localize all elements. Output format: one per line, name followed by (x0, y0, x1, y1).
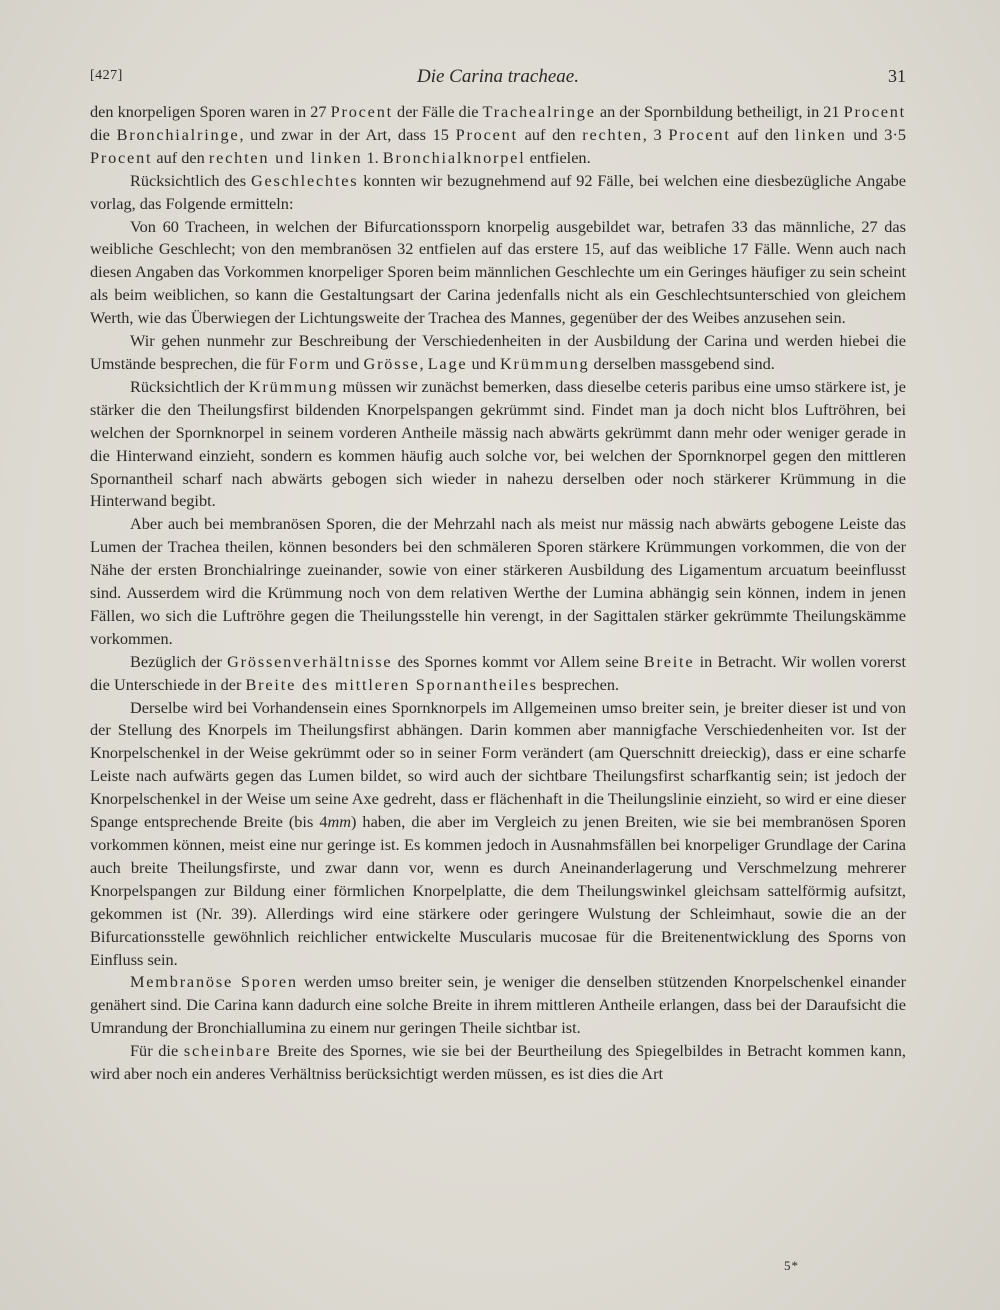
spaced-term: Krümmung (500, 353, 590, 373)
spaced-term: Geschlechtes (250, 170, 359, 190)
spaced-term: Lage (427, 353, 468, 373)
text-run: auf den (730, 124, 796, 144)
spaced-term: Procent (455, 124, 518, 144)
text-run: die (90, 124, 117, 144)
paragraph-8 (90, 697, 906, 972)
text-run: den knorpeligen Sporen waren in 27 (90, 102, 331, 121)
spaced-term: rechten und linken (208, 147, 363, 167)
spaced-term: Membranöse Sporen (130, 972, 298, 992)
paragraph-2 (90, 170, 906, 216)
paragraph-3: Von 60 Tracheen, in welchen der Bifurcationssporn knorpelig ausgebildet war, betrafen 33 das männliche, 27 das weibliche Geschlecht; von den membranösen 32 entfielen auf das erstere 15, auf das weibliche 17 Fälle. Wenn auch nach diesen Angaben das Vorkommen knorpeliger Sporen beim männlichen Geschlechte um ein Geringes häufiger zu sein scheint als beim weiblichen, so kann die Gestaltungsart der Carina jedenfalls nicht als ein Geschlechtsunterschied von gleichem Werth, wie das Überwiegen der Lichtungsweite der Trachea des Mannes, gegenüber der des Weibes anzusehen sein. (90, 216, 906, 328)
text-run: Für die (130, 1041, 184, 1061)
text-run: müssen wir zunächst bemerken, dass dieselbe ceteris paribus eine umso stärkere ist, je stärker die den Theilungsfirst bildenden Knorpelspangen gekrümmt sind. Findet man ja doch nicht blos Luftröhren, bei welchen der Spornknorpel in seinem vorderen Antheile mässig nach abwärts gekrümmt dann mehr oder weniger gerade in die Hinterwand einzieht, sondern es kommen häufig auch solche vor, bei welchen der Spornknorpel gegen den mittleren Spornantheil scharf nach abwärts gebogen sich wieder in nahezu derselben oder noch stärkerer Krümmung in die Hinterwand begibt. (90, 376, 906, 511)
text-run: und (330, 353, 364, 373)
spaced-term: Grösse (363, 353, 420, 373)
text-run: an der Spornbildung betheiligt, in 21 (595, 102, 844, 121)
text-run: und (467, 353, 500, 373)
text-run: auf den (517, 124, 583, 144)
text-run: ) haben, die aber im Vergleich zu jenen Breiten, wie sie bei membranösen Sporen vorkommen können, meist eine nur geringe ist. Es kommen jedoch in Ausnahmsfällen bei knorpeliger Grundlage der Carina auch breite Theilungsfirste, und zwar dann vor, wenn es durch Aneinanderlagerung und Verschmelzung mehrerer Knorpelspangen zur Bildung einer förmlichen Knorpelplatte, die dem Theilungswinkel gleichsam sattelförmig aufsitzt, gekommen ist (Nr. 39). Allerdings wird eine stärkere oder geringere Wulstung der Schleimhaut, sowie die an der Bifurcationsstelle gewöhnlich reichlicher entwickelte Muscularis mucosae für die Breitenentwicklung des Sporns von Einfluss sein. (90, 812, 906, 969)
paragraph-9 (90, 971, 906, 1040)
spaced-term: scheinbare (183, 1041, 272, 1061)
text-run: und 3·5 (846, 124, 907, 144)
spaced-term: Procent (668, 124, 731, 144)
spaced-term: Form (288, 353, 331, 373)
spaced-term: Trachealringe (482, 102, 596, 121)
signature-mark: 5* (784, 1258, 799, 1273)
spaced-term: Procent (330, 102, 393, 121)
paragraph-7 (90, 651, 906, 697)
paragraph-5 (90, 376, 906, 513)
spaced-term: Bronchialringe (116, 124, 240, 144)
paragraph-4 (90, 330, 906, 376)
text-run: des Spornes kommt vor Allem seine (392, 651, 644, 671)
text-run: Bezüglich der (130, 651, 228, 671)
text-run: Rücksichtlich des (130, 170, 251, 190)
spaced-term: Krümmung (248, 376, 339, 396)
body-text (90, 101, 906, 1086)
text-run: besprechen. (537, 674, 620, 694)
spaced-term: Procent (843, 102, 907, 121)
text-run: entfielen. (525, 147, 591, 167)
text-run: , (419, 353, 428, 373)
paragraph-6: Aber auch bei membranösen Sporen, die der Mehrzahl nach als meist nur mässig nach abwärts gebogene Leiste das Lumen der Trachea theilen, können besonders bei den schmäleren Sporen stärkere Krümmungen vorkommen, die von der Nähe der ersten Bronchialringe zueinander, sowie von einer stärkeren Ausbildung des Ligamentum arcuatum beeinflusst sind. Ausserdem wird die Krümmung noch von dem relativen Werthe der Lumina abhängig sein können, indem in jenen Fällen, wo sich die Luftröhre gegen die Theilungsstelle hin verengt, in der Sagittalen stärker gekrümmte Theilungskämme vorkommen. (90, 514, 906, 648)
text-run: Wir gehen nunmehr zur Beschreibung der Verschiedenheiten in der Ausbildung der Carina und werden hiebei die Umstände besprechen, die für (90, 331, 906, 373)
spaced-term: linken (795, 124, 847, 144)
paragraph-1 (90, 101, 906, 170)
page-number: 31 (888, 66, 906, 86)
spaced-term: Procent (90, 147, 153, 167)
text-run: , und zwar in der Art, dass 15 (239, 124, 456, 144)
text-run: 1. (362, 147, 383, 167)
text-run: in Betracht. Wir wollen vorerst die Unterschiede in der (90, 651, 906, 694)
spaced-term: Bronchialknorpel (382, 147, 526, 167)
running-header (90, 66, 906, 94)
text-run: konnten wir bezugnehmend auf 92 Fälle, bei welchen eine diesbezügliche Angabe vorlag, das Folgende ermitteln: (90, 170, 907, 213)
text-run: , 3 (642, 124, 669, 144)
text-run: derselben massgebend sind. (589, 353, 775, 373)
running-title: Die Carina tracheae. (416, 66, 579, 87)
spaced-term: rechten (582, 124, 643, 144)
spaced-term: Breite des mittleren Spornantheiles (245, 674, 538, 694)
paragraph-10 (90, 1040, 906, 1086)
text-run: Rücksichtlich der (130, 376, 249, 396)
text-run: auf den (152, 147, 209, 167)
page-reference: [427] (90, 68, 123, 83)
spaced-term: Breite (643, 651, 695, 671)
spaced-term: Grössenverhältnisse (227, 651, 393, 671)
text-run: Breite des Spornes, wie sie bei der Beurtheilung des Spiegelbildes in Betracht kommen kann, wird aber noch ein anderes Verhältniss berücksichtigt werden müssen, es ist dies die Art (90, 1041, 906, 1084)
text-run: werden umso breiter sein, je weniger die denselben stützenden Knorpelschenkel einander genähert sind. Die Carina kann dadurch eine solche Breite in ihrem mittleren Antheile erlangen, dass bei der Daraufsicht die Umrandung der Bronchiallumina zu einem nur geringen Theile sichtbar ist. (90, 972, 906, 1038)
text-run: Derselbe wird bei Vorhandensein eines Spornknorpels im Allgemeinen umso breiter sein, je breiter dieser ist und von der Stellung des Knorpels im Theilungsfirst abhängen. Darin kommen aber mannigfache Verschiedenheiten vor. Ist der Knorpelschenkel in der Weise gekrümmt oder so in seiner Form verändert (am Querschnitt dreieckig), dass er eine scharfe Leiste nach aufwärts gegen das Lumen bildet, so wird auch der sichtbare Theilungsfirst scharfkantig sein; ist jedoch der Knorpelschenkel in der Weise um seine Axe gedreht, dass er flächenhaft in die Theilungslinie einzieht, so wird er eine dieser Spange entsprechende Breite (bis 4 (90, 697, 906, 832)
italic-unit: mm (327, 812, 351, 832)
text-run: der Fälle die (392, 102, 483, 121)
